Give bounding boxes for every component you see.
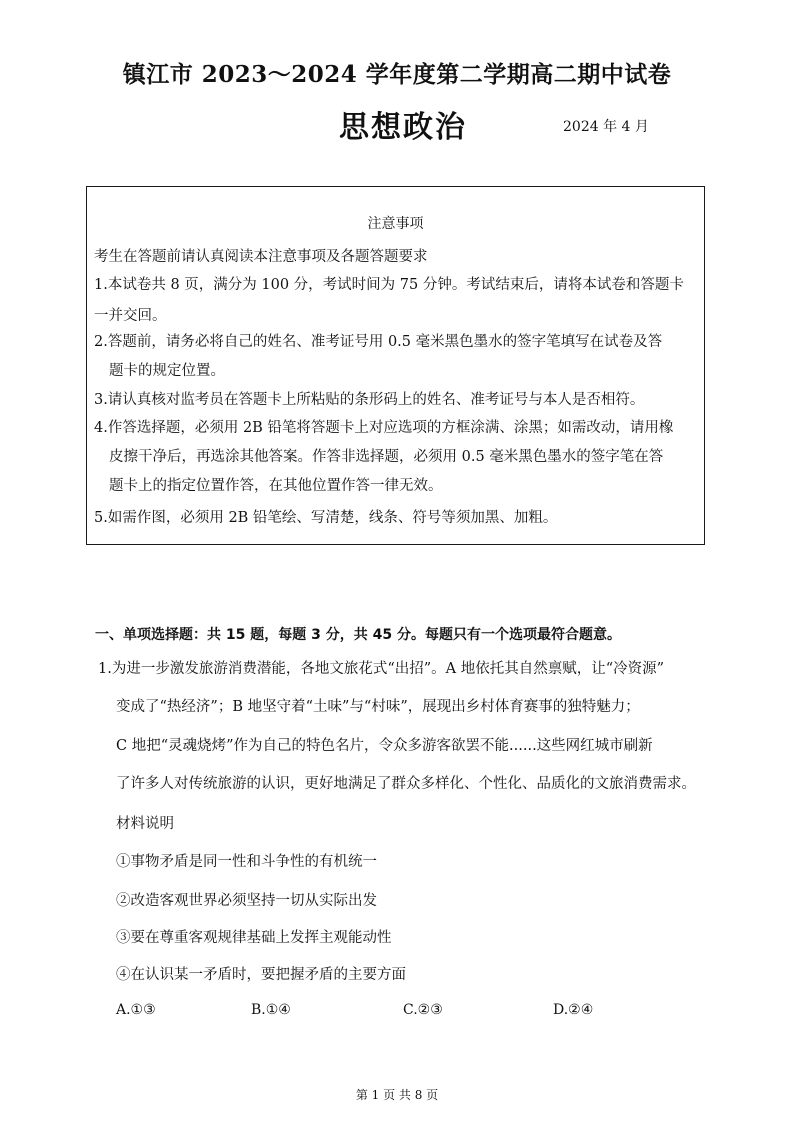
subject-title: 思想政治: [339, 110, 467, 145]
notice-box: [86, 186, 705, 545]
page-footer: 第 1 页 共 8 页: [355, 1088, 439, 1102]
option-c: C.②③: [403, 1002, 443, 1018]
question-text-line: 了许多人对传统旅游的认识，更好地满足了群众多样化、个性化、品质化的文旅消费需求。: [116, 776, 696, 792]
section-heading: 一、单项选择题：共 15 题，每题 3 分，共 45 分。每题只有一个选项最符合题意。: [95, 627, 621, 643]
statement-item: ①事物矛盾是同一性和斗争性的有机统一: [116, 854, 377, 870]
notice-line: 3.请认真核对监考员在答题卡上所粘贴的条形码上的姓名、准考证号与本人是否相符。: [94, 392, 645, 408]
material-label: 材料说明: [116, 816, 174, 832]
notice-line: 5.如需作图，必须用 2B 铅笔绘、写清楚，线条、符号等须加黑、加粗。: [94, 510, 558, 526]
exam-date: 2024 年 4 月: [563, 119, 649, 135]
statement-item: ③要在尊重客观规律基础上发挥主观能动性: [116, 930, 392, 946]
option-a: A.①③: [116, 1002, 156, 1018]
notice-line: 4.作答选择题，必须用 2B 铅笔将答题卡上对应选项的方框涂满、涂黑；如需改动，请用橡: [94, 420, 674, 436]
notice-line: 1.本试卷共 8 页，满分为 100 分，考试时间为 75 分钟。考试结束后，请将本试卷和答题卡: [94, 277, 684, 293]
option-b: B.①④: [251, 1002, 291, 1018]
notice-line: 2.答题前，请务必将自己的姓名、准考证号用 0.5 毫米黑色墨水的签字笔填写在试卷及答: [94, 334, 663, 350]
option-d: D.②④: [553, 1002, 594, 1018]
question-text-line: 变成了“热经济”；B 地坚守着“土味”与“村味”，展现出乡村体育赛事的独特魅力；: [116, 699, 640, 715]
notice-line: 皮擦干净后，再选涂其他答案。作答非选择题，必须用 0.5 毫米黑色墨水的签字笔在答: [109, 449, 664, 465]
statement-item: ④在认识某一矛盾时，要把握矛盾的主要方面: [116, 967, 406, 983]
notice-intro: 考生在答题前请认真阅读本注意事项及各题答题要求: [94, 249, 428, 265]
notice-heading: 注意事项: [367, 216, 424, 232]
question-text-line: C 地把“灵魂烧烤”作为自己的特色名片，令众多游客欲罢不能......这些网红城市刷新: [116, 738, 653, 754]
question-text-line: 1.为进一步激发旅游消费潜能，各地文旅花式“出招”。A 地依托其自然禀赋，让“冷资源”: [98, 661, 665, 677]
exam-title: 镇江市 2023～2024 学年度第二学期高二期中试卷: [122, 61, 672, 88]
notice-line: 题卡上的指定位置作答，在其他位置作答一律无效。: [109, 478, 443, 494]
notice-line: 一并交回。: [94, 308, 167, 324]
statement-item: ②改造客观世界必须坚持一切从实际出发: [116, 893, 377, 909]
notice-line: 题卡的规定位置。: [109, 363, 225, 379]
